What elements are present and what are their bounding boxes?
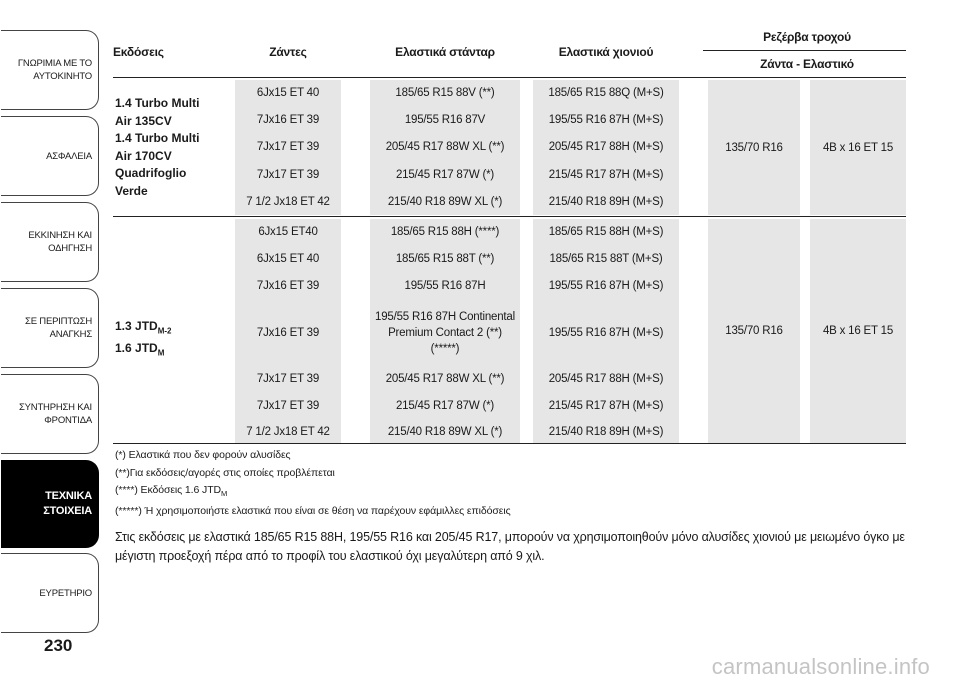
header-rims: Ζάντες [269, 45, 307, 59]
g1-spare-tyre: 135/70 R16 [725, 141, 783, 154]
version-line: 1.4 Turbo Multi [115, 96, 200, 110]
tab-label-line1: ΣΥΝΤΗΡΗΣΗ ΚΑΙ [18, 402, 92, 413]
tab-label-line2: ΑΝΑΓΚΗΣ [49, 329, 92, 340]
g2-std-multiline [370, 301, 520, 364]
g2-snow: 195/55 R16 87H (M+S) [548, 326, 664, 339]
g1-rim: 7Jx17 ET 39 [256, 140, 320, 153]
footnote-text: (****) Εκδόσεις 1.6 JTD [115, 484, 221, 496]
rule-table-bottom [113, 443, 906, 444]
g1-std: 215/45 R17 87W (*) [395, 168, 495, 181]
g1-rim: 7Jx17 ET 39 [256, 168, 320, 181]
g2-snow: 215/45 R17 87H (M+S) [548, 399, 664, 412]
g2-snow: 195/55 R16 87H (M+S) [548, 279, 664, 292]
version-line: Quadrifoglio [115, 166, 187, 180]
rule-group-divider [113, 216, 906, 217]
version-line: 1.4 Turbo Multi [115, 131, 200, 145]
footnote-1: (*) Ελαστικά που δεν φορούν αλυσίδες [115, 449, 291, 461]
g1-std: 185/65 R15 88V (**) [395, 86, 495, 99]
version-line [115, 318, 171, 340]
g2-snow: 215/40 R18 89H (M+S) [548, 425, 664, 438]
std-line: (*****) [430, 342, 460, 355]
g2-rim: 6Jx15 ET40 [258, 225, 318, 238]
g1-snow: 195/55 R16 87H (M+S) [548, 113, 664, 126]
g1-spare-rim: 4B x 16 ET 15 [822, 141, 894, 154]
version-subscript: M-2 [157, 326, 172, 336]
page-number: 230 [44, 636, 73, 655]
version-line [115, 340, 171, 362]
group2-versions [115, 318, 171, 362]
g2-snow: 205/45 R17 88H (M+S) [548, 372, 664, 385]
g1-snow: 215/40 R18 89H (M+S) [548, 195, 664, 208]
g2-std: 215/40 R18 89W XL (*) [387, 425, 503, 438]
footnote-subscript: M [221, 489, 228, 499]
std-line: Premium Contact 2 (**) [388, 326, 502, 339]
header-snow-tyres: Ελαστικά χιονιού [558, 45, 654, 59]
tab-label-line1: ΕΚΚΙΝΗΣΗ ΚΑΙ [28, 230, 92, 241]
sidebar-tab-maintenance[interactable] [1, 374, 99, 454]
tab-label-line1: ΕΥΡΕΤΗΡΙΟ [39, 587, 92, 599]
g1-snow: 215/45 R17 87H (M+S) [548, 168, 664, 181]
g2-rim: 7 1/2 Jx18 ET 42 [246, 425, 330, 438]
snow-chains-paragraph: Στις εκδόσεις με ελαστικά 185/65 R15 88H, 195/55 R16 και 205/45 R17, μπορούν να χρησιμοποιηθούν μόνο αλυσίδες χιονιού με μειωμένο όγκο με μέγιστη προεξοχή πέρα από το προφίλ του ελαστικού όχι μεγαλύτερη από 9 χιλ. [115, 530, 905, 563]
sidebar-tab-index[interactable] [1, 553, 99, 633]
tab-label-line2: ΣΤΟΙΧΕΙΑ [43, 505, 92, 517]
header-versions: Εκδόσεις [113, 45, 164, 59]
watermark: carmanualsonline.info [711, 654, 930, 679]
footnote-4: (*****) Ή χρησιμοποιήστε ελαστικά που είναι σε θέση να παρέχουν εφάμιλλες επιδόσεις [115, 504, 511, 517]
g1-std: 215/40 R18 89W XL (*) [387, 195, 503, 208]
tab-label-line1: ΤΕΧΝΙΚΑ [45, 490, 92, 502]
tyre-specification-table [113, 25, 906, 443]
g2-snow: 185/65 R15 88T (M+S) [549, 252, 663, 265]
g2-std: 195/55 R16 87H [404, 279, 486, 292]
tab-label-line2: ΑΥΤΟΚΙΝΗΤΟ [33, 71, 92, 82]
g2-spare-rim: 4B x 16 ET 15 [822, 325, 894, 337]
tab-label-line1: ΑΣΦΑΛΕΙΑ [46, 150, 92, 162]
footnote-2: (**)Για εκδόσεις/αγορές στις οποίες προβλέπεται [115, 466, 335, 479]
g2-snow: 185/65 R15 88H (M+S) [548, 225, 664, 238]
g1-rim: 7Jx16 ET 39 [256, 113, 320, 126]
g2-spare-tyre: 135/70 R16 [725, 325, 783, 337]
version-subscript: M [157, 348, 165, 358]
g2-std: 205/45 R17 88W XL (**) [385, 372, 505, 385]
g1-snow: 185/65 R15 88Q (M+S) [548, 86, 664, 99]
g2-rim: 7Jx17 ET 39 [256, 372, 320, 385]
g1-rim: 6Jx15 ET 40 [256, 86, 320, 99]
g1-snow: 205/45 R17 88H (M+S) [548, 140, 664, 153]
g2-rim: 6Jx15 ET 40 [256, 252, 320, 265]
sidebar-tab-safety[interactable] [1, 116, 99, 196]
footnotes [115, 447, 511, 520]
group1-versions [115, 95, 199, 200]
version-name: 1.6 JTD [115, 340, 158, 355]
sidebar-tab-emergency[interactable] [1, 288, 99, 368]
header-standard-tyres: Ελαστικά στάνταρ [395, 45, 495, 59]
sidebar-tab-getting-to-know[interactable] [1, 30, 99, 110]
g2-rim: 7Jx16 ET 39 [256, 326, 320, 339]
header-spare-wheel: Ρεζέρβα τροχού [763, 30, 851, 44]
rule-header-bottom [113, 77, 906, 78]
g1-std: 195/55 R16 87V [404, 113, 486, 126]
tab-label-line2: ΦΡΟΝΤΙΔΑ [44, 415, 92, 426]
g1-std: 205/45 R17 88W XL (**) [385, 140, 505, 153]
version-name: 1.3 JTD [115, 319, 158, 333]
g2-rim: 7Jx16 ET 39 [256, 279, 320, 292]
std-line: 195/55 R16 87H Continental [375, 310, 515, 323]
sidebar-tab-technical-data[interactable] [1, 460, 99, 548]
version-line: Verde [115, 183, 148, 198]
g1-rim: 7 1/2 Jx18 ET 42 [246, 195, 330, 208]
footnote-3 [115, 482, 511, 503]
header-spare-rim-tyre: Ζάντα - Ελαστικό [760, 57, 854, 71]
g2-std: 215/45 R17 87W (*) [395, 399, 495, 412]
version-line: Air 135CV [115, 113, 172, 128]
tab-label-line1: ΓΝΩΡΙΜΙΑ ΜΕ ΤΟ [17, 58, 92, 69]
g2-rim: 7Jx17 ET 39 [256, 399, 320, 412]
tab-label-line2: ΟΔΗΓΗΣΗ [48, 243, 92, 254]
g2-std: 185/65 R15 88H (****) [390, 225, 500, 238]
g2-std: 185/65 R15 88T (**) [395, 252, 495, 265]
version-line: Air 170CV [115, 148, 172, 163]
rule-header-sub [703, 50, 906, 51]
tab-label-line1: ΣΕ ΠΕΡΙΠΤΩΣΗ [25, 316, 92, 327]
sidebar-tab-starting-driving[interactable] [1, 202, 99, 282]
